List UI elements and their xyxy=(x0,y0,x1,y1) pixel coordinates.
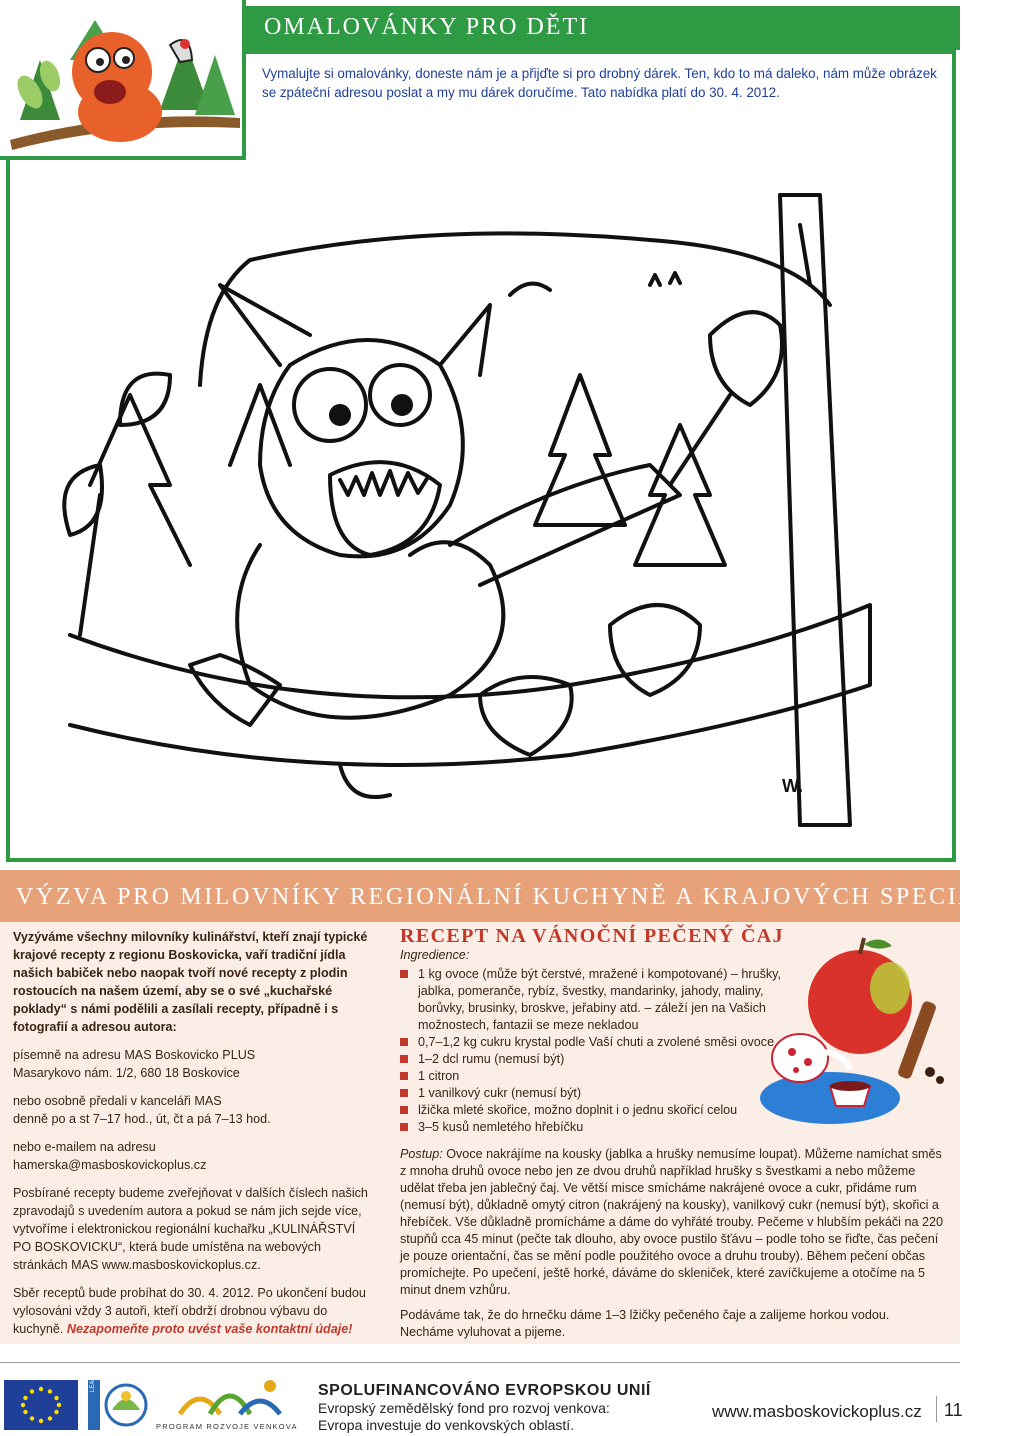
ingredient-item: 0,7–1,2 kg cukru krystal podle Vaší chuti a zvolené směsi ovoce xyxy=(400,1034,800,1051)
monster-mouth xyxy=(330,462,440,555)
ingredient-item: 3–5 kusů nemletého hřebíčku xyxy=(400,1119,800,1136)
challenge-intro: Vyzýváme všechny milovníky kulinářství, kteří znají typické krajové recepty z regionu Boskovicka, vaří tradiční jídla našich babiček nebo naopak tvoří nové recepty z plodin rostoucích na našem území, aby se o své „kuchařské poklady“ s námi podělili a zasílali recepty, případně i s fotografií a adresou autora: xyxy=(13,930,368,1034)
rural-program-logo-icon xyxy=(170,1378,290,1420)
leader-label: LEADER xyxy=(90,1367,96,1392)
website-link[interactable]: www.masboskovickoplus.cz xyxy=(712,1402,922,1421)
monster-hand xyxy=(190,655,280,725)
ingredients-label: Ingredience: xyxy=(400,948,470,962)
eafrd-text xyxy=(318,1400,610,1434)
leader-logo-icon xyxy=(88,1380,154,1430)
coloring-intro: Vymalujte si omalovánky, doneste nám je a přijďte si pro drobný dárek. Ten, kdo to má daleko, nám může obrázek se zpáteční adresou poslat a my mu dárek doručíme. Tato nabídka platí do 30. 4. 2012. xyxy=(262,66,937,100)
ingredient-item: lžička mleté skořice, možno doplnit i o jednu skořicí celou xyxy=(400,1102,800,1119)
procedure-label: Postup: xyxy=(400,1147,443,1161)
program-label: PROGRAM ROZVOJE VENKOVA xyxy=(156,1422,298,1431)
eu-flag-icon xyxy=(4,1380,78,1430)
deadline-text: Sběr receptů bude probíhat do 30. 4. 2012. Po ukončení budou vylosováni vždy 3 autoři, kteří obdrží drobnou výbavu do kuchyně. xyxy=(13,1286,366,1336)
procedure-paragraph xyxy=(400,1146,946,1299)
challenge-left-column xyxy=(13,928,375,1348)
procedure-text: Ovoce nakrájíme na kousky (jablka a hrušky nemusíme loupat). Můžeme namíchat směs z mnoha druhů ovoce nebo jen ze dvou druhů například hrušky s švestkami a nebo můžeme udělat třeba jen jablečný čaj. Ve větší misce smícháme nakrájené ovoce a cukr, přidáme rum (nemusí být), důkladně omytý citron (nakrájený na kousky), vanilkový cukr (nemusí být), skořici a hřebíček. Vše důkladně promícháme a dáme do vyhřáté trouby. Pečeme v hlubším pekáči na 220 stupňů cca 45 minut (pečte tak dlouho, aby ovoce pustilo šťávu – podle toho se řiďte, čas pečení je pouze orientační, čas se mění podle použitého ovoce a druhu trouby). Během pečení občas promíchejte. Po upečení, ještě horké, dáváme do skleniček, které zavíčkujeme a otočíme na 5 minut dnem vzhůru. xyxy=(400,1147,943,1297)
monster-foot-right xyxy=(610,605,700,695)
ingredient-item: 1 vanilkový cukr (nemusí být) xyxy=(400,1085,800,1102)
page-number: 11 xyxy=(944,1400,963,1420)
monster-coloring-outline xyxy=(10,165,940,855)
procedure xyxy=(400,1146,946,1341)
colored-monster-icon xyxy=(0,0,242,156)
plate-icon xyxy=(760,1072,900,1124)
deadline-paragraph xyxy=(13,1284,375,1338)
ingredient-item: 1 citron xyxy=(400,1068,800,1085)
artist-signature: W. xyxy=(782,776,803,796)
teapot-icon xyxy=(772,1034,828,1082)
ingredients-list xyxy=(400,966,800,1136)
eafrd-line-1: Evropský zemědělský fond pro rozvoj venkova: xyxy=(318,1400,610,1416)
leaf-3 xyxy=(80,495,100,635)
contact-post-line-2: Masarykovo nám. 1/2, 680 18 Boskovice xyxy=(13,1066,240,1080)
colored-preview-thumbnail xyxy=(0,0,246,160)
pine-tree-mid xyxy=(535,375,625,525)
eafrd-line-2: Evropa investuje do venkovských oblastí. xyxy=(318,1417,575,1433)
publish-paragraph: Posbírané recepty budeme zveřejňovat v dalších číslech našich zpravodajů s uvedením autora a pokud se nám jich sejde více, vytvoříme i elektronickou regionální kuchařku „KULINÁŘSTVÍ PO BOSKOVICKU“, která bude umístěna na webových stránkách MAS www.masboskovickoplus.cz. xyxy=(13,1186,368,1272)
contact-email xyxy=(13,1138,375,1174)
contact-office-line-1: nebo osobně předali v kanceláři MAS xyxy=(13,1094,222,1108)
contact-office-line-2: denně po a st 7–17 hod., út, čt a pá 7–13 hod. xyxy=(13,1112,271,1126)
branch xyxy=(70,605,870,765)
apple-tea-illustration xyxy=(760,940,950,1130)
monster-head xyxy=(260,340,463,556)
ingredient-item: 1 kg ovoce (může být čerstvé, mražené i kompotované) – hrušky, jablka, pomeranče, rybíz, švestky, mandarinky, jahody, maliny, borůvky, brusinky, broskve, jeřabiny atd. – záleží jen na Vašich možnostech, fantazii se meze nekladou xyxy=(400,966,800,1034)
monster-eye-left xyxy=(294,369,366,441)
contact-post-line-1: písemně na adresu MAS Boskovicko PLUS xyxy=(13,1048,256,1062)
contact-post xyxy=(13,1046,375,1082)
axe-head xyxy=(710,312,782,405)
challenge-title: VÝZVA PRO MILOVNÍKY REGIONÁLNÍ KUCHYNĚ A KRAJOVÝCH SPECIALIT xyxy=(16,884,1023,910)
cofinanced-label: SPOLUFINANCOVÁNO EVROPSKOU UNIÍ xyxy=(318,1382,651,1399)
ingredient-item: 1–2 dcl rumu (nemusí být) xyxy=(400,1051,800,1068)
contact-email-address[interactable]: hamerska@masboskovickoplus.cz xyxy=(13,1158,207,1172)
recipe-title: RECEPT NA VÁNOČNÍ PEČENÝ ČAJ xyxy=(400,925,785,947)
footer-divider xyxy=(0,1362,960,1363)
contact-warning: Nezapomeňte proto uvést vaše kontaktní údaje! xyxy=(66,1322,353,1336)
coloring-title: OMALOVÁNKY PRO DĚTI xyxy=(264,14,590,40)
serving-paragraph: Podáváme tak, že do hrnečku dáme 1–3 lžičky pečeného čaje a zalijeme horkou vodou. Necháme vyluhovat a pijeme. xyxy=(400,1308,890,1339)
page-separator xyxy=(936,1396,937,1422)
contact-email-line-1: nebo e-mailem na adresu xyxy=(13,1140,156,1154)
contact-office xyxy=(13,1092,375,1128)
